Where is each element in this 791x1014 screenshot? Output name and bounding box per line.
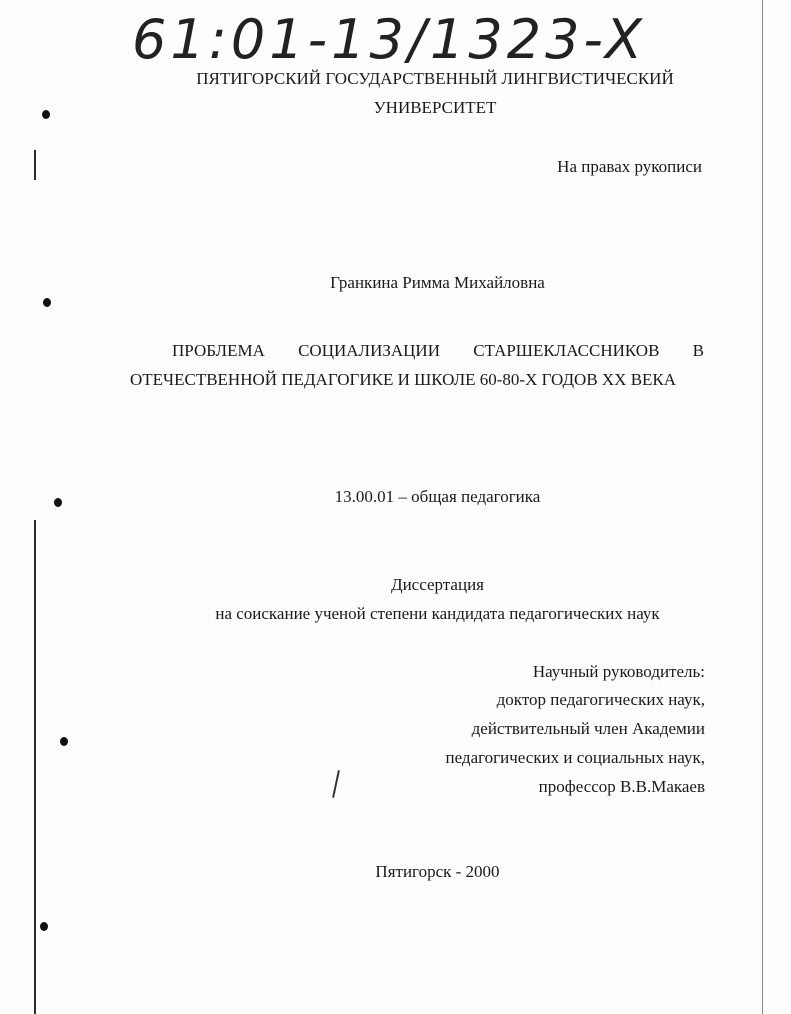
manuscript-rights: На правах рукописи	[557, 157, 702, 176]
title-word: СОЦИАЛИЗАЦИИ	[298, 341, 440, 360]
dissertation-purpose: на соискание ученой степени кандидата педагогических наук	[215, 604, 660, 623]
dissertation-title-line2: ОТЕЧЕСТВЕННОЙ ПЕДАГОГИКЕ И ШКОЛЕ 60-80-Х ГОДОВ XX ВЕКА	[130, 370, 677, 389]
dissertation-title-line1	[172, 341, 704, 361]
punch-hole	[40, 922, 48, 931]
archive-number-handwritten: 61:01-13/1323-X	[132, 8, 646, 71]
supervisor-sciences: педагогических и социальных наук,	[445, 748, 705, 767]
title-word: ПРОБЛЕМА	[172, 341, 265, 360]
punch-hole	[54, 498, 62, 507]
punch-hole	[42, 110, 50, 119]
scan-edge-left	[34, 150, 36, 180]
title-word: СТАРШЕКЛАССНИКОВ	[473, 341, 660, 360]
university-name-line1: ПЯТИГОРСКИЙ ГОСУДАРСТВЕННЫЙ ЛИНГВИСТИЧЕСКИЙ	[196, 69, 674, 88]
punch-hole	[60, 737, 68, 746]
pen-mark	[332, 770, 340, 798]
supervisor-heading: Научный руководитель:	[532, 662, 705, 681]
dissertation-label: Диссертация	[390, 575, 484, 594]
supervisor-degree: доктор педагогических наук,	[496, 690, 705, 709]
city-year: Пятигорск - 2000	[375, 862, 500, 881]
scan-edge-right	[762, 0, 763, 1014]
author-name: Гранкина Римма Михайловна	[330, 273, 545, 292]
supervisor-academy: действительный член Академии	[471, 719, 705, 738]
scan-edge-left	[34, 520, 36, 1014]
university-name-line2: УНИВЕРСИТЕТ	[373, 98, 497, 117]
title-word: В	[692, 341, 704, 360]
supervisor-name: профессор В.В.Макаев	[538, 777, 705, 796]
punch-hole	[43, 298, 51, 307]
specialty-code: 13.00.01 – общая педагогика	[334, 487, 541, 506]
